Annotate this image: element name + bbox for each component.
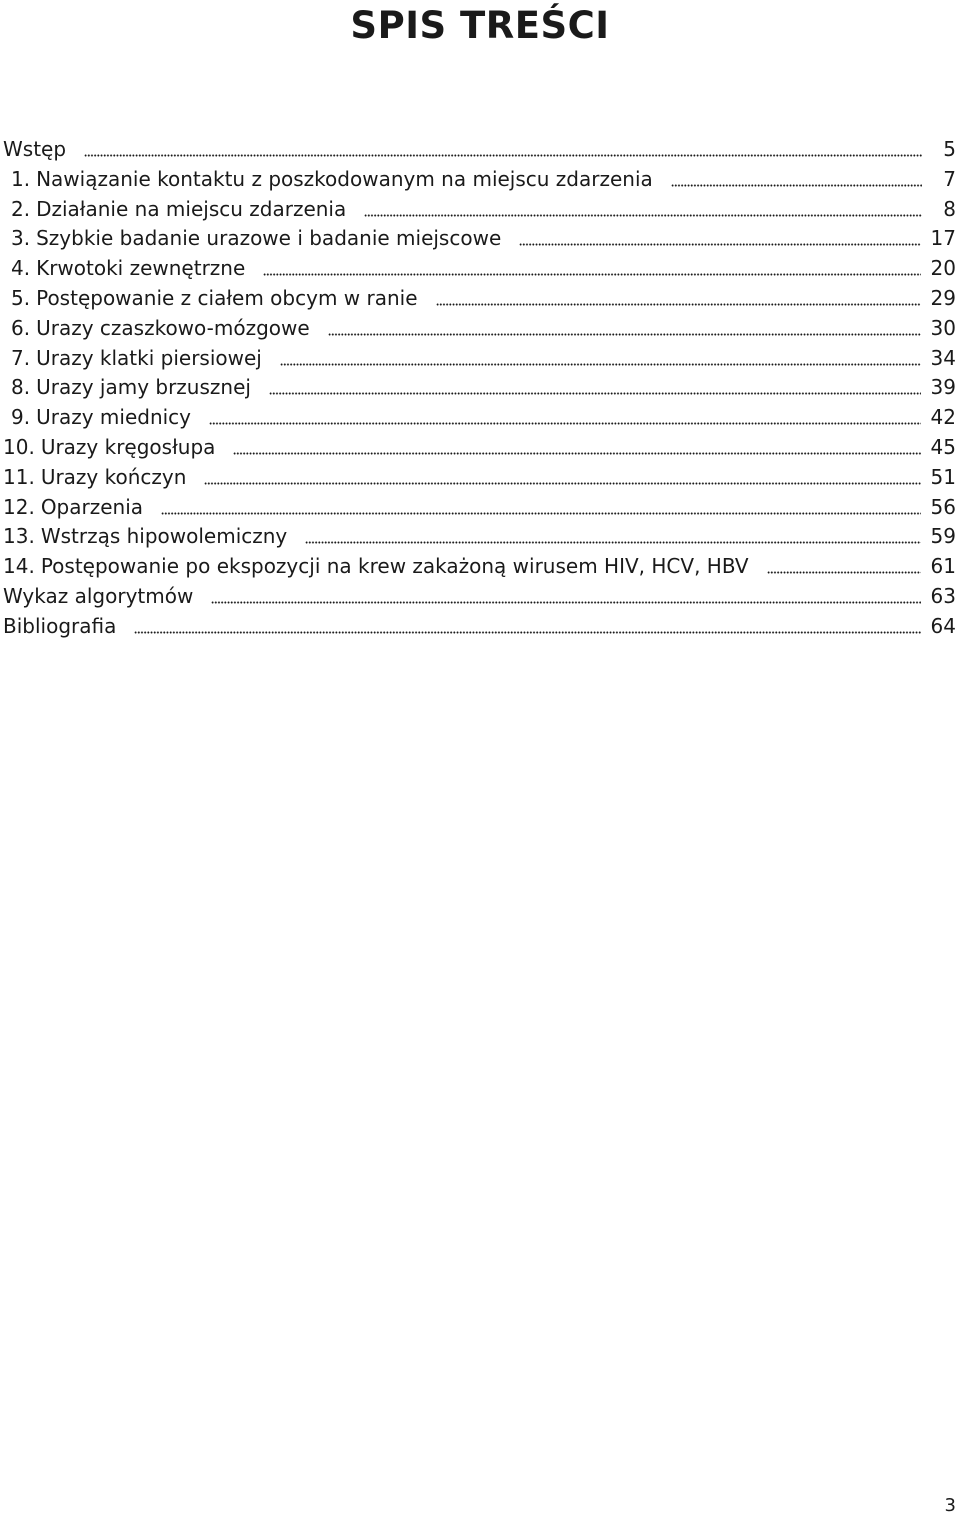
toc-entry-label: Urazy klatki piersiowej <box>36 345 262 370</box>
toc-entry-number: 5. <box>11 285 31 310</box>
toc-entry-number: 8. <box>11 375 31 400</box>
toc-entry-number: 3. <box>11 226 31 251</box>
toc-entry-7[interactable] <box>3 344 956 374</box>
table-of-contents <box>3 135 956 642</box>
toc-entry-number: 2. <box>11 196 31 221</box>
dot-leader <box>519 240 920 246</box>
toc-entry-number: 9. <box>11 405 31 430</box>
toc-entry-number: 4. <box>11 256 31 281</box>
toc-entry-number: 13. <box>3 524 35 549</box>
toc-entry-page: 51 <box>930 464 956 489</box>
toc-entry-8[interactable] <box>3 373 956 403</box>
toc-entry-page: 45 <box>930 434 956 459</box>
toc-entry-label: Urazy miednicy <box>36 405 192 430</box>
dot-leader <box>767 568 921 574</box>
toc-entry-number: 1. <box>11 166 31 191</box>
dot-leader <box>161 509 921 515</box>
dot-leader <box>671 181 922 187</box>
dot-leader <box>209 419 921 425</box>
dot-leader <box>436 300 921 306</box>
dot-leader <box>84 151 922 157</box>
toc-entry-label: Urazy kręgosłupa <box>40 434 216 459</box>
dot-leader <box>305 538 920 544</box>
toc-entry-label: Oparzenia <box>40 494 144 519</box>
toc-entry-page: 59 <box>930 524 956 549</box>
toc-entry-label: Postępowanie po ekspozycji na krew zakażoną wirusem HIV, HCV, HBV <box>40 554 749 579</box>
toc-entry-13[interactable] <box>3 522 956 552</box>
dot-leader <box>233 449 920 455</box>
toc-entry-page: 5 <box>943 137 956 161</box>
toc-entry-number: 7. <box>11 345 31 370</box>
toc-entry-number: 6. <box>11 315 31 340</box>
toc-entry-11[interactable] <box>3 463 956 493</box>
toc-entry-label: Urazy kończyn <box>40 464 187 489</box>
toc-entry-14[interactable] <box>3 552 956 582</box>
toc-entry-number: 11. <box>3 464 35 489</box>
toc-entry-page: 20 <box>930 256 956 281</box>
toc-entry-page: 61 <box>930 554 956 579</box>
page-title: SPIS TREŚCI <box>350 4 610 47</box>
toc-entry-10[interactable] <box>3 433 956 463</box>
toc-entry-3[interactable] <box>3 224 956 254</box>
toc-entry-page: 17 <box>930 226 956 251</box>
toc-entry-page: 7 <box>943 166 956 191</box>
toc-entry-label: Wykaz algorytmów <box>3 583 194 608</box>
toc-entry-number: 10. <box>3 434 35 459</box>
toc-entry-page: 30 <box>930 315 956 340</box>
dot-leader <box>211 598 920 604</box>
toc-entry-label: Krwotoki zewnętrzne <box>36 256 246 281</box>
toc-entry-label: Wstęp <box>3 137 67 161</box>
toc-entry-label: Urazy czaszkowo-mózgowe <box>36 315 310 340</box>
dot-leader <box>134 628 920 634</box>
toc-entry-algorithms[interactable] <box>3 582 956 612</box>
dot-leader <box>204 479 920 485</box>
toc-entry-introduction[interactable] <box>3 135 956 165</box>
toc-entry-label: Nawiązanie kontaktu z poszkodowanym na miejscu zdarzenia <box>36 166 653 191</box>
dot-leader <box>364 211 922 217</box>
toc-entry-number: 14. <box>3 554 35 579</box>
dot-leader <box>269 389 921 395</box>
toc-entry-5[interactable] <box>3 284 956 314</box>
toc-entry-page: 64 <box>930 613 956 638</box>
toc-entry-1[interactable] <box>3 165 956 195</box>
toc-entry-12[interactable] <box>3 493 956 523</box>
toc-entry-page: 42 <box>930 405 956 430</box>
toc-entry-4[interactable] <box>3 254 956 284</box>
toc-entry-label: Wstrząs hipowolemiczny <box>40 524 288 549</box>
page-number: 3 <box>944 1495 956 1516</box>
toc-entry-page: 63 <box>930 583 956 608</box>
toc-entry-page: 34 <box>930 345 956 370</box>
dot-leader <box>263 270 920 276</box>
dot-leader <box>328 330 921 336</box>
toc-entry-page: 39 <box>930 375 956 400</box>
toc-entry-2[interactable] <box>3 195 956 225</box>
toc-entry-label: Urazy jamy brzusznej <box>36 375 251 400</box>
toc-entry-bibliography[interactable] <box>3 612 956 642</box>
toc-entry-number: 12. <box>3 494 35 519</box>
toc-entry-label: Szybkie badanie urazowe i badanie miejscowe <box>36 226 502 251</box>
dot-leader <box>280 360 921 366</box>
toc-entry-label: Bibliografia <box>3 613 117 638</box>
toc-entry-label: Postępowanie z ciałem obcym w ranie <box>36 285 418 310</box>
toc-entry-page: 56 <box>930 494 956 519</box>
toc-entry-page: 8 <box>943 196 956 221</box>
toc-entry-page: 29 <box>930 285 956 310</box>
toc-entry-6[interactable] <box>3 314 956 344</box>
toc-entry-label: Działanie na miejscu zdarzenia <box>36 196 347 221</box>
toc-entry-9[interactable] <box>3 403 956 433</box>
